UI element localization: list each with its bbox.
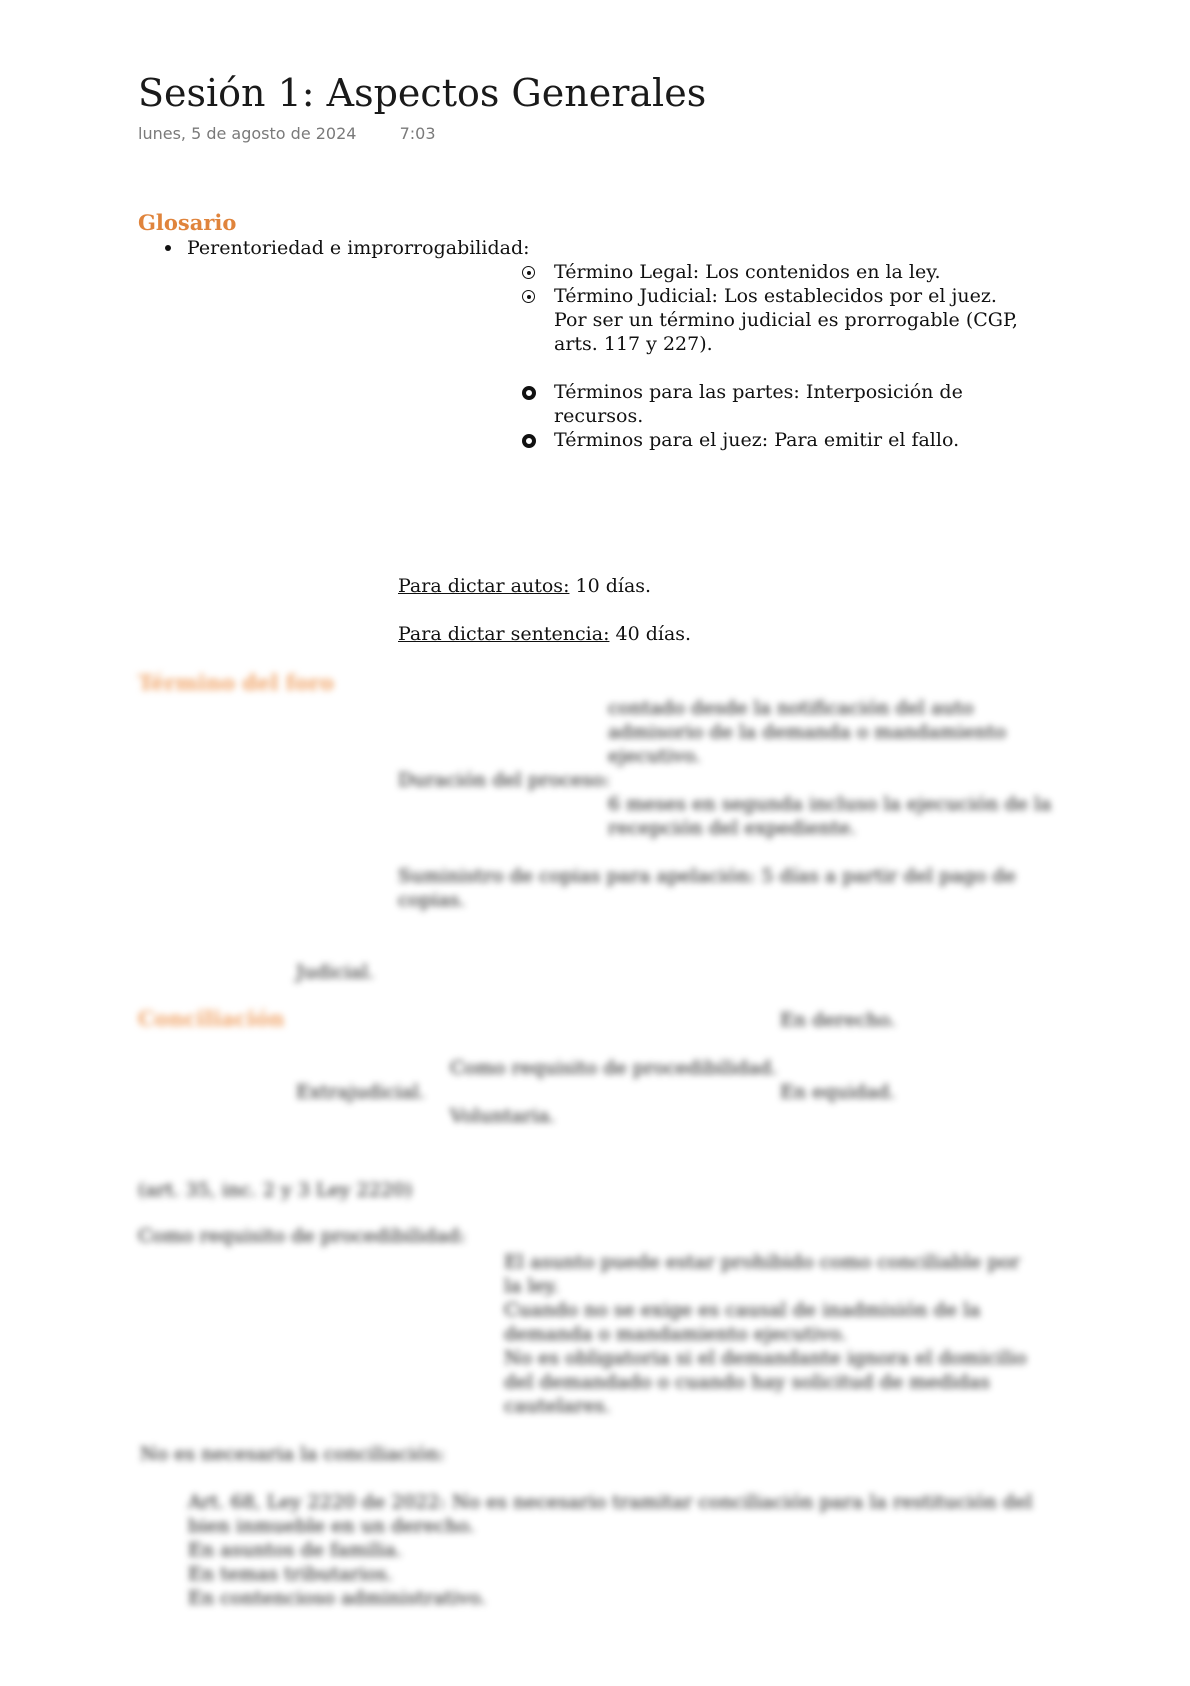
copias-line-1: Suministro de copias para apelación: 5 días a partir del pago de: [398, 865, 1016, 887]
plazo-sentencia-value: 40 días.: [615, 623, 692, 645]
articulo-ref: (art. 35, inc. 2 y 3 Ley 2220): [138, 1179, 413, 1201]
requisito-2: la ley.: [504, 1275, 560, 1297]
judicial-label: Judicial.: [296, 961, 375, 983]
plazo-sentencia-label: Para dictar sentencia:: [398, 623, 610, 645]
plazo-autos-value: 10 días.: [575, 575, 652, 597]
duracion-label: Duración del proceso:: [398, 769, 610, 791]
duracion-right-1: contado desde la notificación del auto: [608, 697, 974, 719]
requisito-7: cautelares.: [504, 1395, 611, 1417]
glosario-bullet-text: Perentoriedad e improrrogabilidad:: [187, 237, 530, 259]
ring-bullet-icon: [522, 434, 536, 448]
terminos-partes-cont: recursos.: [554, 405, 644, 427]
plazo-autos-label: Para dictar autos:: [398, 575, 570, 597]
requisito-3: Cuando no se exige es causal de inadmisión de la: [504, 1299, 981, 1321]
duracion-right-5: recepción del expediente.: [608, 817, 857, 839]
termino-judicial-note: Por ser un término judicial es prorrogable (CGP,: [554, 309, 1018, 331]
termino-judicial: Término Judicial: Los establecidos por el juez.: [554, 285, 997, 307]
art-line-1: Art. 68, Ley 2220 de 2022: No es necesario tramitar conciliación para la restitución del: [188, 1491, 1033, 1513]
como-requisito: Como requisito de procedibilidad.: [450, 1057, 778, 1079]
art-line-4: En temas tributarios.: [188, 1563, 393, 1585]
terminos-partes: Términos para las partes: Interposición de: [554, 381, 963, 403]
plazo-sentencia: [398, 622, 691, 646]
plazo-autos: [398, 574, 651, 598]
terminos-juez: Términos para el juez: Para emitir el fallo.: [554, 429, 960, 451]
circled-dot-icon: [522, 266, 535, 279]
ring-bullet-icon: [522, 386, 536, 400]
glosario-heading: Glosario: [138, 210, 237, 235]
termino-foro-heading: Término del foro: [138, 670, 334, 695]
glosario-bullet: [165, 236, 530, 260]
page-meta: [138, 124, 436, 143]
page-date: lunes, 5 de agosto de 2024: [138, 124, 357, 143]
page-time: 7:03: [399, 124, 436, 143]
no-necesaria: No es necesaria la conciliación:: [140, 1443, 445, 1465]
page-title: Sesión 1: Aspectos Generales: [138, 71, 707, 115]
duracion-right-2: admisorio de la demanda o mandamiento: [608, 721, 1007, 743]
como-requisito-2: Como requisito de procedibilidad:: [138, 1225, 466, 1247]
extrajudicial: Extrajudicial.: [296, 1081, 426, 1103]
termino-judicial-note-2: arts. 117 y 227).: [554, 333, 713, 355]
art-line-2: bien inmueble en un derecho.: [188, 1515, 475, 1537]
art-line-5: En contencioso administrativo.: [188, 1587, 487, 1609]
requisito-5: No es obligatoria si el demandante ignora el domicilio: [504, 1347, 1027, 1369]
requisito-6: del demandado o cuando hay solicitud de medidas: [504, 1371, 990, 1393]
en-derecho: En derecho.: [780, 1009, 896, 1031]
requisito-1: El asunto puede estar prohibido como conciliable por: [504, 1251, 1020, 1273]
requisito-4: demanda o mandamiento ejecutivo.: [504, 1323, 847, 1345]
bullet-dot-icon: [165, 245, 171, 251]
voluntaria: Voluntaria.: [450, 1105, 556, 1127]
conciliacion-heading: Conciliación: [138, 1006, 285, 1031]
duracion-right-3: ejecutivo.: [608, 745, 701, 767]
duracion-right-4: 6 meses en segunda incluso la ejecución de la: [608, 793, 1052, 815]
circled-dot-icon: [522, 290, 535, 303]
copias-line-2: copias.: [398, 889, 466, 911]
art-line-3: En asuntos de familia.: [188, 1539, 402, 1561]
termino-legal: Término Legal: Los contenidos en la ley.: [554, 261, 941, 283]
en-equidad: En equidad.: [780, 1081, 896, 1103]
